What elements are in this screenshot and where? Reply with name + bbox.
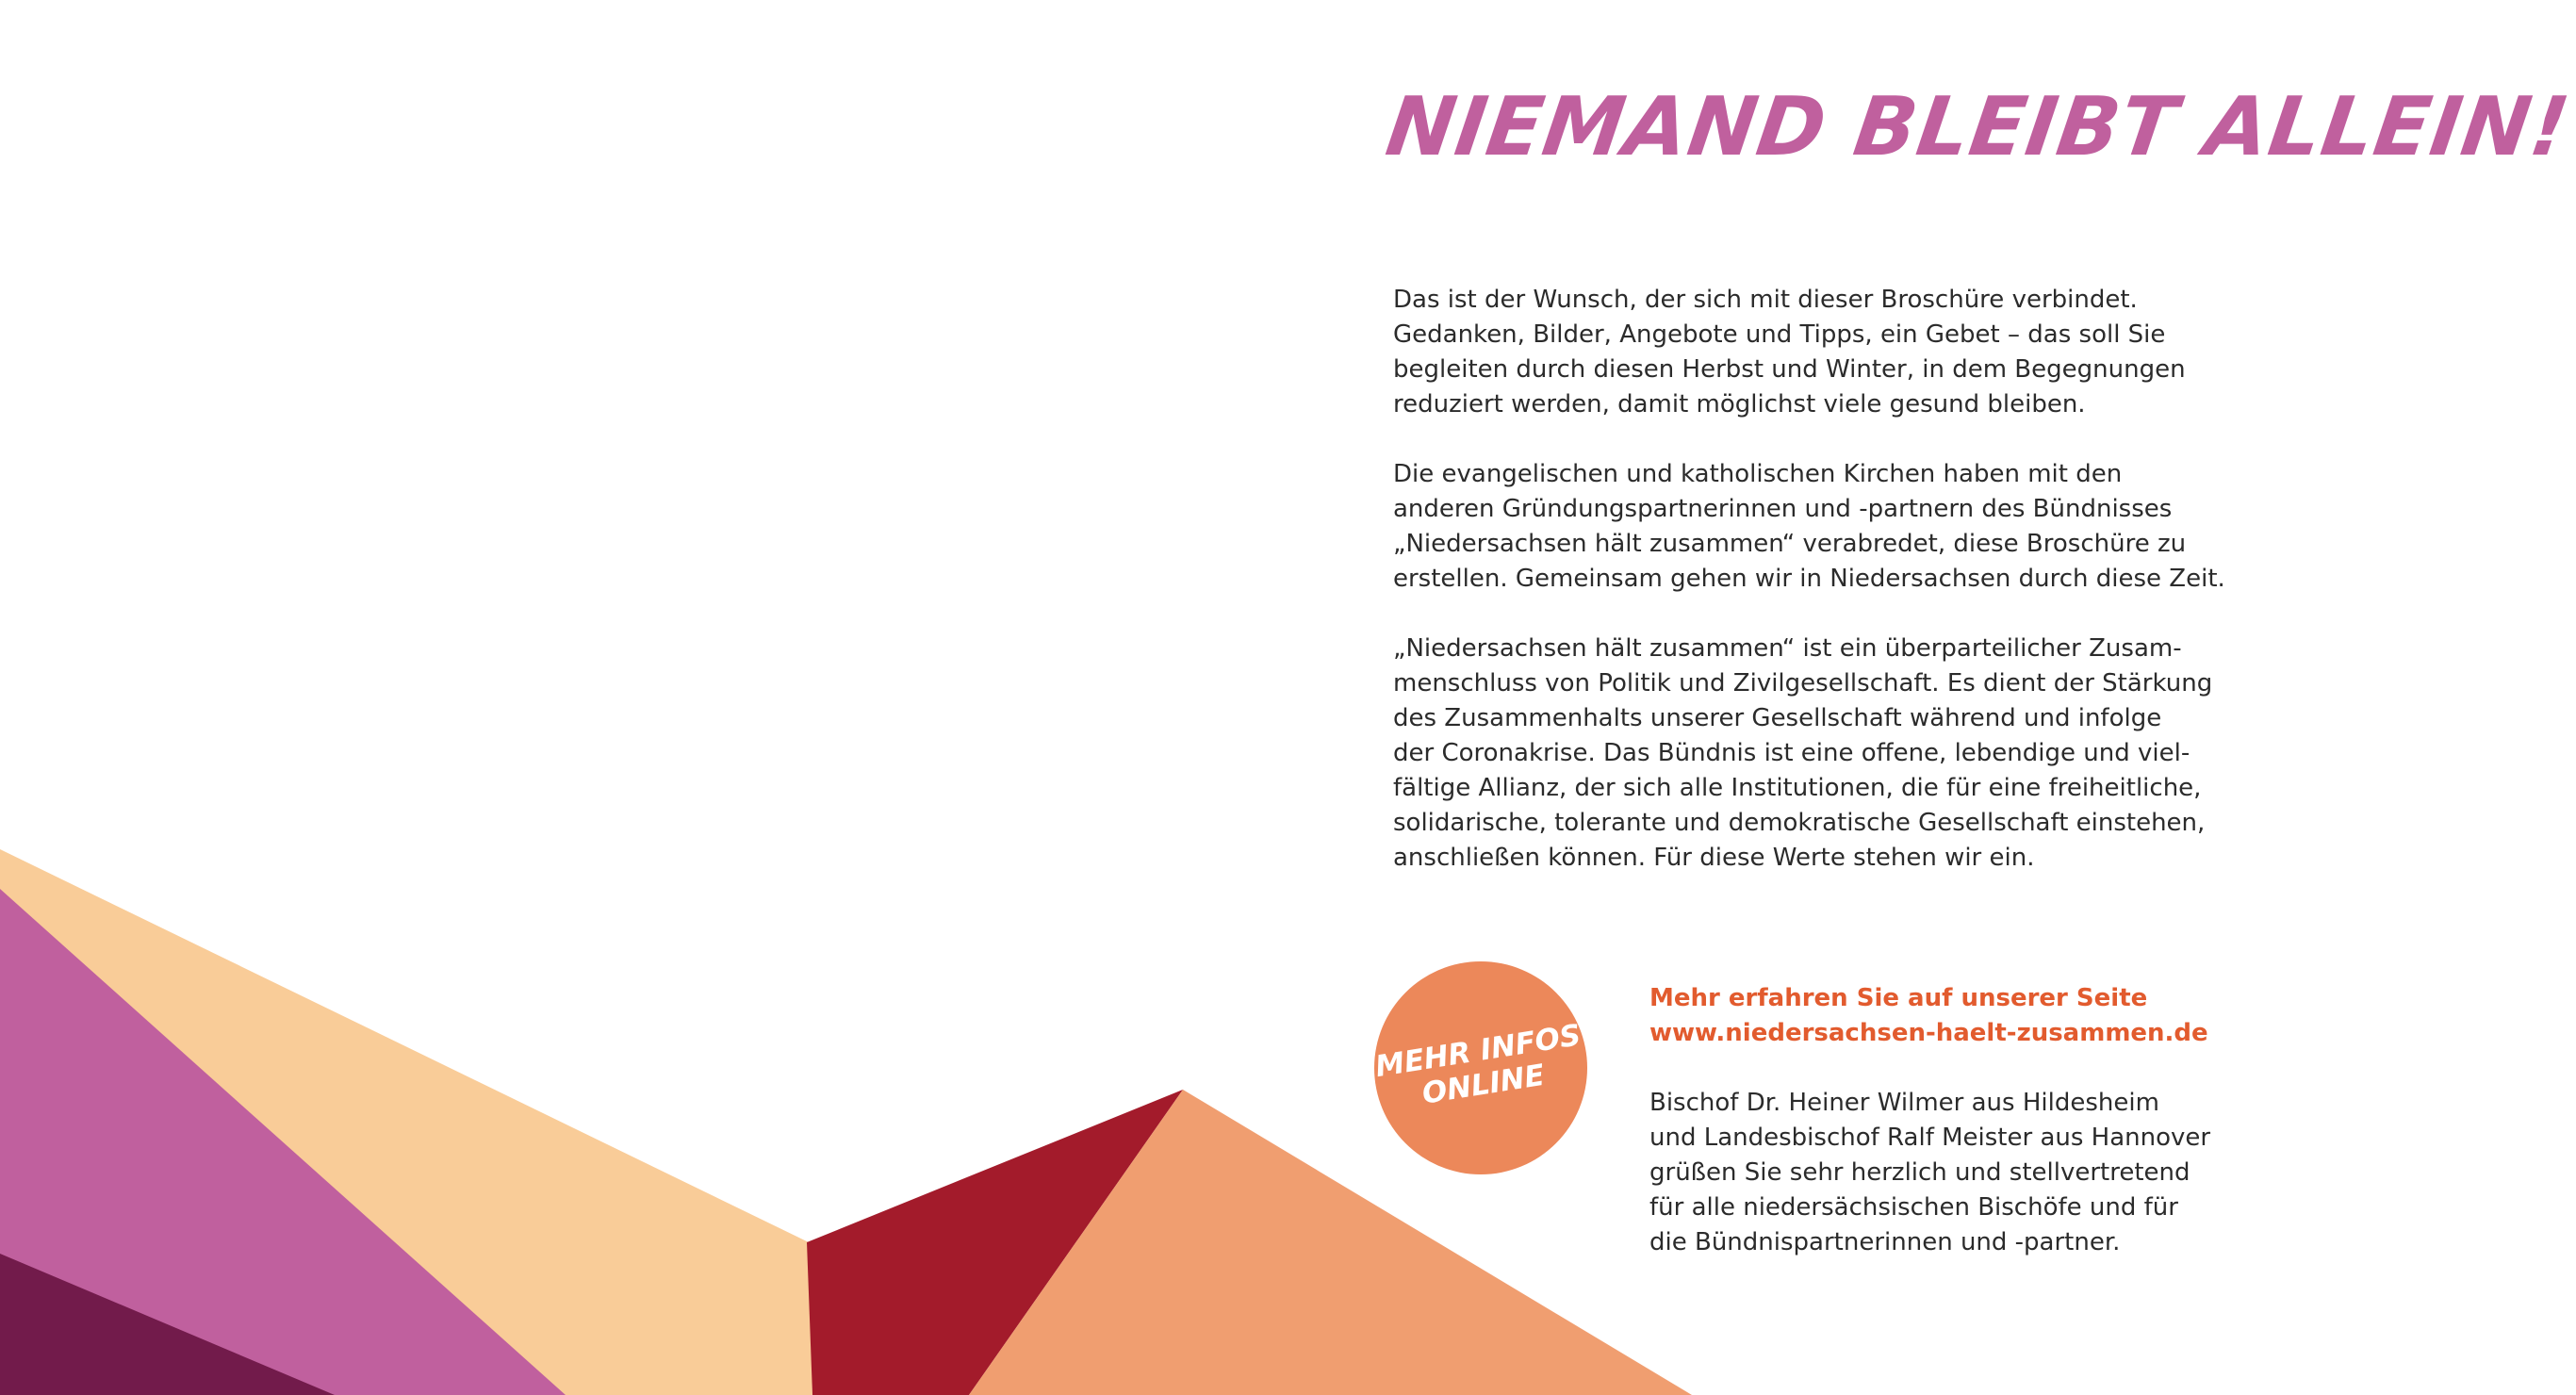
badge-label: MEHR INFOS ONLINE — [1372, 1018, 1583, 1111]
info-block — [1649, 981, 2253, 1260]
bishops-greeting: Bischof Dr. Heiner Wilmer aus Hildesheim und Landesbischof Ralf Meister aus Hannover grüßen Sie sehr herzlich und stellvertretend für alle niedersächsischen Bischöfe und für die Bündnispartnerinnen und -partner. — [1649, 1089, 2211, 1256]
paragraph-churches: Die evangelischen und katholischen Kirchen haben mit den anderen Gründungspartnerinnen und -partnern des Bündnisses „Niedersachsen hält zusammen“ verabredet, diese Broschüre zu erstellen. Gemeinsam gehen wir in Niedersachsen durch diese Zeit. — [1393, 460, 2225, 593]
paragraph-wish: Das ist der Wunsch, der sich mit dieser Broschüre verbindet. Gedanken, Bilder, Angebote und Tipps, ein Gebet – das soll Sie begleiten durch diesen Herbst und Winter, in dem Begegnungen reduziert werden, damit möglichst viele gesund bleiben. — [1393, 286, 2186, 418]
paragraph-alliance: „Niedersachsen hält zusammen“ ist ein überparteilicher Zusam- menschluss von Politik und Zivilgesellschaft. Es dient der Stärkung des Zusammenhalts unserer Gesellschaft während und infolge der Coronakrise. Das Bündnis ist eine offene, lebendige und viel- fältige Allianz, der sich alle Institutionen, die für eine freiheitliche, solidarische, tolerante und demokratische Gesellschaft einstehen, anschließen können. Für diese Werte stehen wir ein. — [1393, 634, 2213, 872]
more-info-badge — [1374, 961, 1587, 1174]
intro-text — [1393, 283, 2241, 911]
website-link[interactable]: Mehr erfahren Sie auf unserer Seite www.niedersachsen-haelt-zusammen.de — [1649, 984, 2208, 1047]
page-title: NIEMAND BLEIBT ALLEIN! — [1380, 80, 2576, 174]
